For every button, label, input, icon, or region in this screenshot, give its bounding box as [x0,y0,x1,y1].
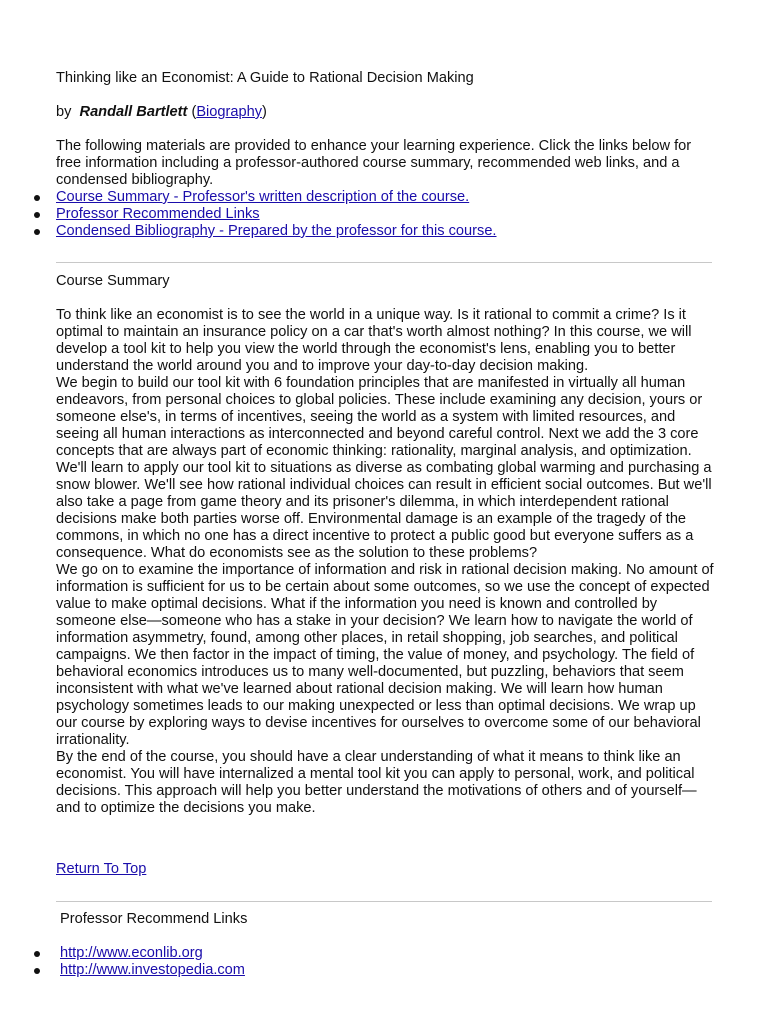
investopedia-link[interactable]: http://www.investopedia.com [60,962,245,978]
summary-paragraph: By the end of the course, you should have a clear understanding of what it means to think like an economist. You will have internalized a mental tool kit you can apply to personal, work, and political decisions. This approach will help you better understand the motivations of others and of yourself—and to optimize the decisions you make. [56,749,697,816]
recommended-links-heading: Professor Recommend Links [60,911,248,927]
section-divider [56,901,712,902]
course-summary-body [56,307,716,817]
list-item [56,223,716,240]
list-item [56,189,716,206]
course-summary-link[interactable]: Course Summary - Professor's written description of the course. [56,189,470,205]
bullet-icon [34,212,40,218]
return-to-top-link[interactable]: Return To Top [56,861,147,877]
materials-list [56,189,716,240]
return-to-top-wrapper [56,861,146,878]
list-item [60,962,245,979]
summary-paragraph: We begin to build our tool kit with 6 foundation principles that are manifested in virtually all human endeavors, from personal choices to global policies. These include examining any decision, yours or someone else's, in terms of incentives, seeing the world as a system with limited resources, and seeing all human interactions as interconnected and beyond careful control. Next we add the 3 core concepts that are always part of economic thinking: rationality, marginal analysis, and optimization. [56,375,703,459]
by-label: by [56,104,72,120]
bullet-icon [34,229,40,235]
intro-section [56,138,716,240]
list-item [56,206,716,223]
econlib-link[interactable]: http://www.econlib.org [60,945,203,961]
section-divider [56,262,712,263]
summary-paragraph: We go on to examine the importance of information and risk in rational decision making. No amount of information is sufficient for us to be certain about some outcomes, so we use the concept of expected value to make optimal decisions. What if the information you need is known and controlled by someone else—someone who has a stake in your decision? We learn how to navigate the world of information asymmetry, found, among other places, in retail shopping, job searches, and political campaigns. We then factor in the impact of timing, the value of money, and psychology. The field of behavioral economics introduces us to many well-documented, but puzzling, behaviors that seem inconsistent with what we've learned about rational decision making. We will learn how human psychology sometimes leads to our making unexpected or less than optimal decisions. We wrap up our course by exploring ways to devise incentives for ourselves to overcome some of our behavioral irrationality. [56,562,714,748]
byline [56,104,267,121]
paren-open: ( [191,104,197,120]
recommended-links-section [60,945,245,979]
summary-paragraph: To think like an economist is to see the world in a unique way. Is it rational to commit a crime? Is it optimal to maintain an insurance policy on a car that's worth almost nothing? In this course, we will develop a tool kit to help you view the world through the economist's lens, enabling you to better understand the world around you and to improve your day-to-day decision making. [56,307,692,374]
recommended-links-list [60,945,245,979]
author-name: Randall Bartlett [79,104,188,120]
recommended-links-link[interactable]: Professor Recommended Links [56,206,260,222]
paren-close: ) [262,104,267,120]
course-title: Thinking like an Economist: A Guide to Rational Decision Making [56,70,474,86]
list-item [60,945,245,962]
bullet-icon [34,951,40,957]
course-summary-heading: Course Summary [56,273,170,289]
summary-paragraph: We'll learn to apply our tool kit to situations as diverse as combating global warming and purchasing a snow blower. We'll see how rational individual choices can result in efficient social outcomes. But we'll also take a page from game theory and its prisoner's dilemma, in which interdependent rational decisions make both parties worse off. Environmental damage is an example of the tragedy of the commons, in which no one has a direct incentive to protect a public good but everyone suffers as a consequence. What do economists see as the solution to these problems? [56,460,712,561]
biography-link[interactable]: Biography [196,104,263,120]
intro-text: The following materials are provided to enhance your learning experience. Click the links below for free information including a professor-authored course summary, recommended web links, and a condensed bibliography. [56,138,692,188]
bullet-icon [34,968,40,974]
bibliography-link[interactable]: Condensed Bibliography - Prepared by the professor for this course. [56,223,497,239]
bullet-icon [34,195,40,201]
